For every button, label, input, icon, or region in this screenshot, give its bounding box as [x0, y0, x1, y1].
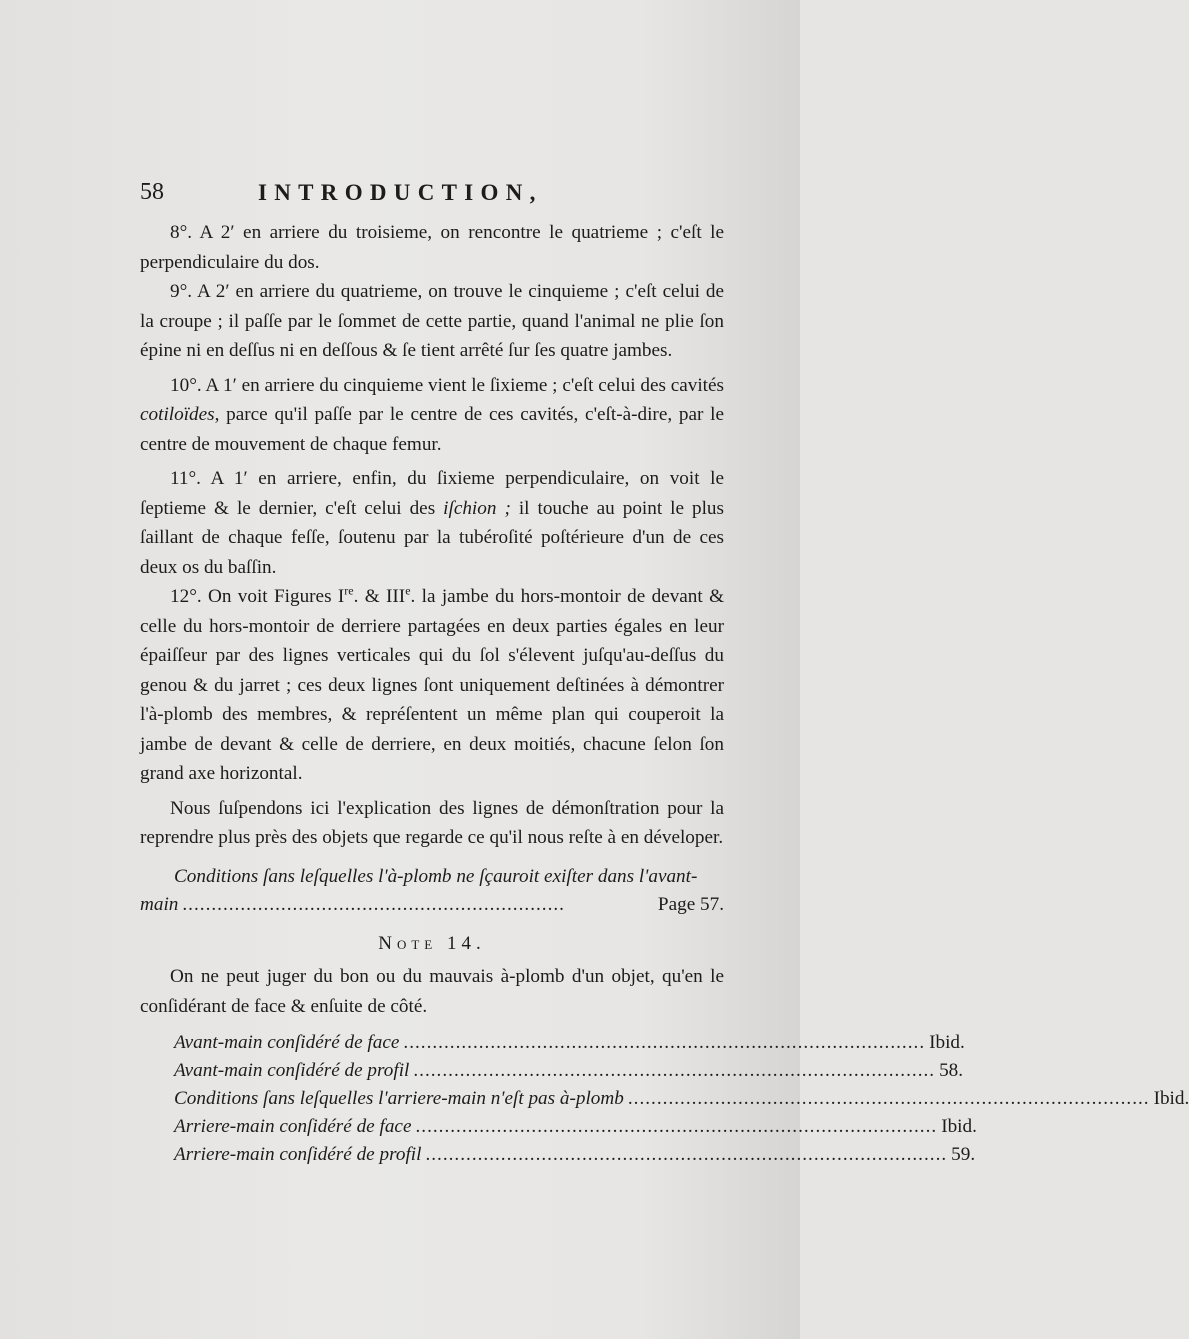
paragraph-12-mid: . & III — [353, 586, 406, 607]
toc-row — [174, 1057, 964, 1085]
toc-leader-dots: .......................................................................................... — [413, 1060, 936, 1081]
toc-row — [174, 1113, 977, 1141]
toc-leader-dots: .......................................................................................... — [627, 1088, 1150, 1109]
paragraph-9: 9°. A 2′ en arriere du quatrieme, on trouve le cinquieme ; c'eſt celui de la croupe ; il paſſe par le ſommet de cette partie, quand l'animal ne plie ſon épine ni en deſſus ni en deſſous & ſe tient arrêté ſur ſes quatre jambes. — [140, 281, 724, 361]
toc-entry: Conditions ſans leſquelles l'arriere-main n'eſt pas à-plomb — [174, 1088, 624, 1109]
running-title: INTRODUCTION, — [258, 180, 543, 205]
paragraph-13: Nous ſuſpendons ici l'explication des lignes de démonſtration pour la reprendre plus près des objets que regarde ce qu'il nous reſte à en déveloper. — [140, 797, 724, 848]
toc-first-line1: Conditions ſans leſquelles l'à-plomb ne ſçauroit exiſter dans l'avant- — [174, 865, 698, 887]
note-text: On ne peut juger du bon ou du mauvais à-plomb d'un objet, qu'en le conſidérant de face & enſuite de côté. — [140, 966, 724, 1017]
paragraph-10 — [140, 371, 724, 460]
toc-leader-dots: .................................................................. — [182, 893, 565, 915]
paragraph-11-rest: il touche au point le plus ſaillant de chaque feſſe, ſoutenu par la tubéroſité poſtérieure d'un de ces deux os du baſſin. — [140, 497, 724, 578]
toc-row — [174, 1085, 1189, 1113]
text-block — [140, 178, 1189, 1169]
note-heading: Note 14. — [378, 932, 486, 954]
paragraph-10-text: 10°. A 1′ en arriere du cinquieme vient le ſixieme ; c'eſt celui des cavités — [170, 374, 724, 396]
paragraph-10-rest: , parce qu'il paſſe par le centre de ces cavités, c'eſt-à-dire, par le centre de mouvement de chaque femur. — [140, 404, 724, 455]
toc-list — [140, 1029, 1189, 1169]
toc-row — [174, 1029, 965, 1057]
toc-page: Ibid. — [929, 1032, 965, 1053]
paragraph-11 — [140, 464, 724, 582]
paragraph-11-text: 11°. A 1′ en arriere, enfin, du ſixieme perpendiculaire, on voit le ſeptieme & le dernier, c'eſt celui des — [140, 468, 724, 519]
toc-entry: Avant-main conſidéré de face — [174, 1032, 400, 1053]
toc-first-page: Page 57. — [657, 893, 724, 915]
toc-page: 59. — [951, 1144, 976, 1165]
toc-leader-dots: .......................................................................................... — [415, 1116, 938, 1137]
page-number: 58 — [140, 179, 164, 205]
paragraph-8: 8°. A 2′ en arriere du troisieme, on rencontre le quatrieme ; c'eſt le perpendiculaire du dos. — [140, 222, 724, 273]
running-head — [140, 178, 724, 218]
toc-first-line2: main — [140, 893, 179, 915]
toc-entry: Avant-main conſidéré de profil — [174, 1060, 410, 1081]
toc-page: Ibid. — [941, 1116, 977, 1137]
toc-page: Ibid. — [1153, 1088, 1189, 1109]
toc-entry: Arriere-main conſidéré de face — [174, 1116, 412, 1137]
paragraph-12-sup2: e — [405, 583, 411, 598]
toc-entry: Arriere-main conſidéré de profil — [174, 1144, 422, 1165]
paragraph-12-rest: . la jambe du hors-montoir de devant & celle du hors-montoir de derriere partagées en deux parties égales en leur épaiſſeur par des lignes verticales qui du ſol s'élevent juſqu'au-deſſus du genou & du jarret ; ces deux lignes ſont uniquement deſtinées à démontrer l'à-plomb des membres, & repréſentent un même plan qui couperoit la jambe de devant & celle de derriere, en deux moitiés, chacune ſelon ſon grand axe horizontal. — [140, 586, 724, 784]
paragraph-12-sup1: re — [344, 583, 354, 598]
toc-leader-dots: .......................................................................................... — [403, 1032, 926, 1053]
paragraph-12-text: 12°. On voit Figures I — [170, 586, 345, 607]
toc-page: 58. — [939, 1060, 964, 1081]
toc-leader-dots: .......................................................................................... — [425, 1144, 948, 1165]
paragraph-10-italic: cotiloïdes — [140, 404, 215, 425]
paragraph-12 — [140, 582, 724, 789]
paragraph-11-italic: iſchion ; — [443, 497, 511, 519]
toc-row — [174, 1141, 976, 1169]
toc-first-entry — [140, 863, 724, 919]
